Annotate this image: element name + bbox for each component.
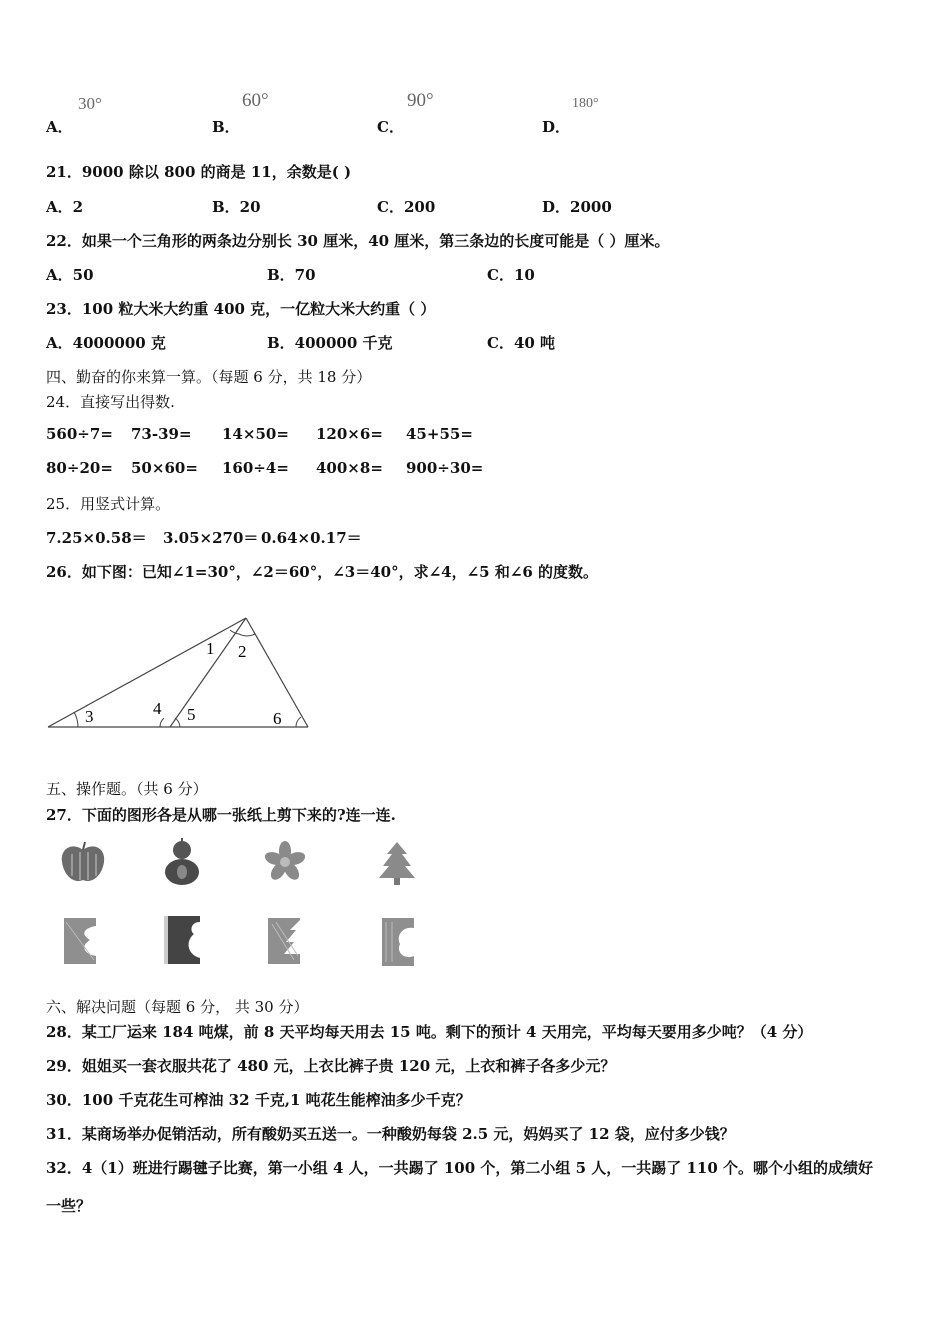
calc-item: 900÷30= bbox=[406, 459, 484, 477]
q20-option-a[interactable] bbox=[46, 94, 102, 137]
q20-options bbox=[46, 90, 846, 136]
calc-item: 0.64×0.17＝ bbox=[261, 529, 362, 547]
angle-label-1: 1 bbox=[206, 639, 215, 658]
paper-tree-cut-icon[interactable] bbox=[264, 916, 304, 966]
q32-text-line-1: 32．4（1）班进行踢毽子比赛，第一小组 4 人，一共踢了 100 个，第二小组 5 人，一共踢了 110 个。哪个小组的成绩好 bbox=[46, 1159, 874, 1177]
calc-item: 160÷4= bbox=[222, 459, 289, 477]
q24-row-1 bbox=[46, 425, 546, 445]
q22-option-b[interactable]: B．70 bbox=[267, 266, 316, 284]
option-letter: A． bbox=[46, 118, 73, 136]
angle-label-2: 2 bbox=[238, 642, 247, 661]
angle-label: 90° bbox=[407, 90, 434, 111]
calc-item: 50×60= bbox=[131, 459, 198, 477]
flower-shape-icon[interactable] bbox=[262, 840, 308, 884]
q21-options bbox=[46, 196, 846, 216]
calc-item: 7.25×0.58＝ bbox=[46, 529, 147, 547]
q20-option-b[interactable] bbox=[212, 90, 269, 137]
q21-stem: 21．9000 除以 800 的商是 11，余数是( ) bbox=[46, 163, 352, 181]
calc-item: 45+55= bbox=[406, 425, 473, 443]
q23-option-a[interactable]: A．4000000 克 bbox=[46, 334, 166, 352]
q21-option-c[interactable]: C．200 bbox=[377, 198, 436, 216]
section-5-heading: 五、操作题。（共 6 分） bbox=[46, 780, 208, 798]
q28-text: 28．某工厂运来 184 吨煤，前 8 天平均每天用去 15 吨。剩下的预计 4 天用完，平均每天要用多少吨？（4 分） bbox=[46, 1023, 813, 1041]
q32-text-line-2: 一些？ bbox=[46, 1197, 92, 1215]
calc-item: 14×50= bbox=[222, 425, 289, 443]
paper-gourd-cut-icon[interactable] bbox=[162, 914, 202, 966]
angle-label-3: 3 bbox=[85, 707, 94, 726]
q23-option-c[interactable]: C．40 吨 bbox=[487, 334, 556, 352]
paper-apple-cut-icon[interactable] bbox=[378, 916, 418, 968]
q20-option-c[interactable] bbox=[377, 90, 434, 137]
q23-options bbox=[46, 332, 846, 352]
q20-option-d[interactable] bbox=[542, 96, 599, 137]
q31-text: 31．某商场举办促销活动，所有酸奶买五送一。一种酸奶每袋 2.5 元，妈妈买了 12 袋，应付多少钱？ bbox=[46, 1125, 735, 1143]
calc-item: 80÷20= bbox=[46, 459, 113, 477]
section-4-heading: 四、勤奋的你来算一算。（每题 6 分，共 18 分） bbox=[46, 368, 372, 386]
angle-label-5: 5 bbox=[187, 705, 196, 724]
q21-option-b[interactable]: B．20 bbox=[212, 198, 261, 216]
q27-stem: 27．下面的图形各是从哪一张纸上剪下来的?连一连. bbox=[46, 806, 396, 824]
option-letter: C． bbox=[377, 118, 404, 136]
paper-flower-cut-icon[interactable] bbox=[60, 916, 100, 966]
q29-text: 29．姐姐买一套衣服共花了 480 元，上衣比裤子贵 120 元，上衣和裤子各多少元？ bbox=[46, 1057, 616, 1075]
q22-option-c[interactable]: C．10 bbox=[487, 266, 535, 284]
angle-label-6: 6 bbox=[273, 709, 282, 728]
calc-item: 560÷7= bbox=[46, 425, 113, 443]
q25-stem: 25．用竖式计算。 bbox=[46, 495, 171, 513]
q21-option-a[interactable]: A．2 bbox=[46, 198, 84, 216]
calc-item: 3.05×270＝ bbox=[163, 529, 259, 547]
q30-text: 30．100 千克花生可榨油 32 千克,1 吨花生能榨油多少千克？ bbox=[46, 1091, 471, 1109]
angle-label: 30° bbox=[78, 94, 102, 113]
calc-item: 120×6= bbox=[316, 425, 383, 443]
q22-option-a[interactable]: A．50 bbox=[46, 266, 94, 284]
q26-stem: 26．如下图：已知∠1=30°，∠2＝60°，∠3＝40°，求∠4，∠5 和∠6 的度数。 bbox=[46, 563, 599, 581]
tree-shape-icon[interactable] bbox=[375, 840, 419, 886]
angle-label-4: 4 bbox=[153, 699, 162, 718]
triangle-figure bbox=[40, 610, 320, 740]
calc-item: 400×8= bbox=[316, 459, 383, 477]
section-6-heading: 六、解决问题（每题 6 分， 共 30 分） bbox=[46, 998, 309, 1016]
apple-shape-icon[interactable] bbox=[58, 840, 108, 886]
angle-label: 180° bbox=[572, 96, 599, 111]
q23-stem: 23．100 粒大米大约重 400 克，一亿粒大米大约重（ ） bbox=[46, 300, 436, 318]
q24-row-2 bbox=[46, 459, 546, 479]
option-letter: B． bbox=[212, 118, 240, 136]
q22-options bbox=[46, 264, 846, 284]
calc-item: 73-39= bbox=[131, 425, 192, 443]
q23-option-b[interactable]: B．400000 千克 bbox=[267, 334, 393, 352]
q25-items bbox=[46, 527, 446, 547]
q22-stem: 22．如果一个三角形的两条边分别长 30 厘米，40 厘米，第三条边的长度可能是（ ）厘米。 bbox=[46, 232, 670, 250]
gourd-shape-icon[interactable] bbox=[160, 838, 204, 888]
option-letter: D． bbox=[542, 118, 571, 136]
q21-option-d[interactable]: D．2000 bbox=[542, 198, 612, 216]
q24-stem: 24．直接写出得数. bbox=[46, 393, 175, 411]
angle-label: 60° bbox=[242, 90, 269, 111]
